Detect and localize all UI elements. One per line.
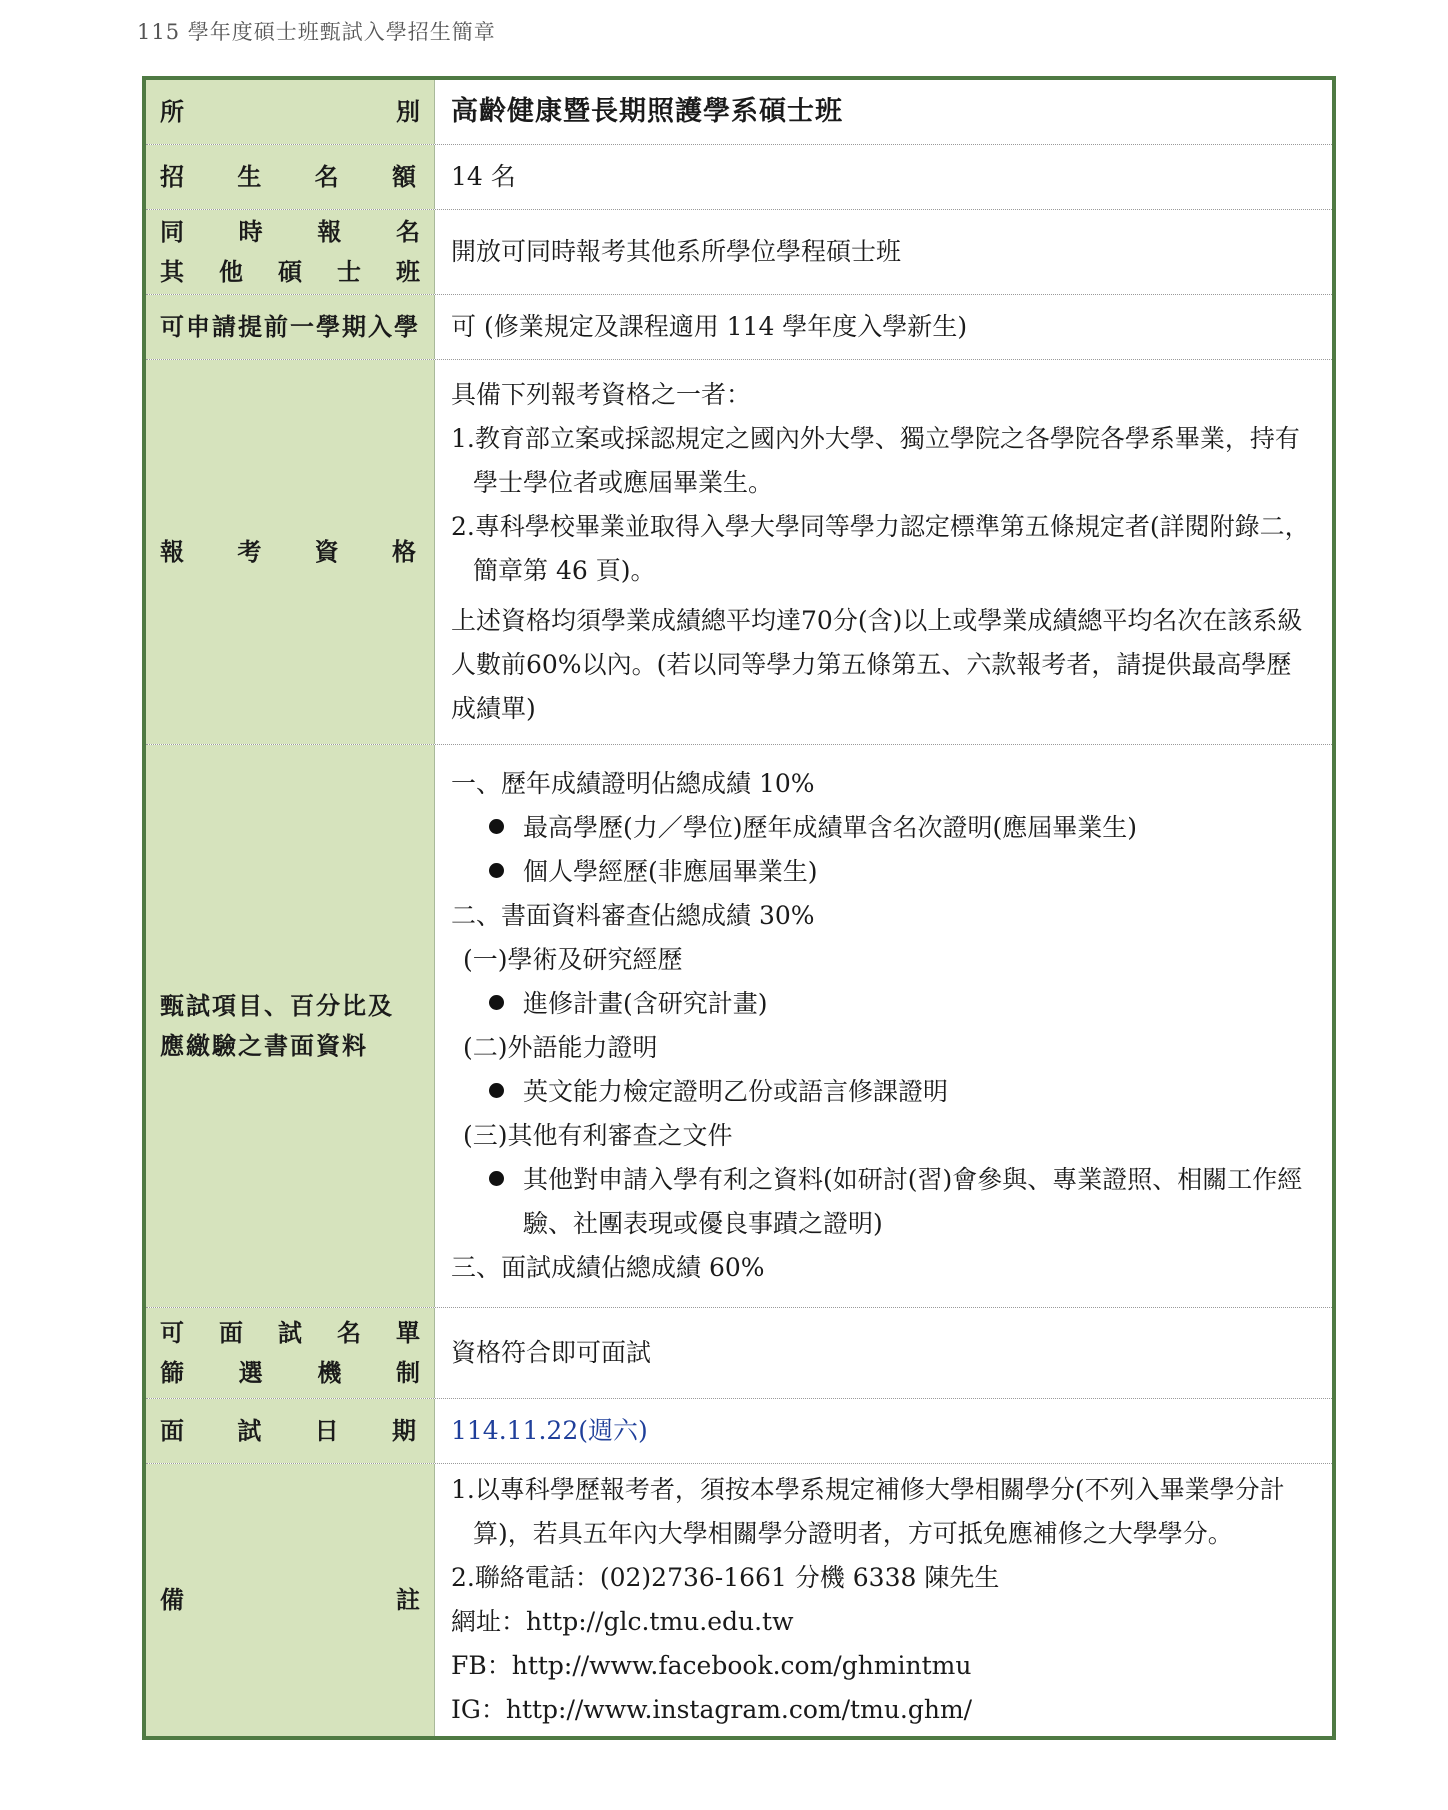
section-transcript: 一、歷年成績證明佔總成績 10% [451, 769, 815, 798]
remark-item-1: 1.以專科學歷報考者，須按本學系規定補修大學相關學分(不列入畢業學分計算)，若具五年內大學相關學分證明者，方可抵免應補修之大學學分。 [451, 1475, 1285, 1548]
row-interview-date [146, 1399, 1332, 1464]
eligibility-note: 上述資格均須學業成績總平均達70分(含)以上或學業成績總平均名次在該系級人數前60%以內。(若以同等學力第五條第五、六款報考者，請提供最高學歷成績單) [451, 606, 1303, 723]
concurrent-value: 開放可同時報考其他系所學位學程碩士班 [451, 237, 902, 266]
label-exam-items: 甄試項目、百分比及 應繳驗之書面資料 [146, 745, 435, 1307]
list-item: 其他對申請入學有利之資料(如研討(習)會參與、專業證照、相關工作經驗、社團表現或優良事蹟之證明) [451, 1158, 1316, 1246]
row-remarks [146, 1464, 1332, 1736]
screening-value: 資格符合即可面試 [451, 1338, 652, 1367]
label-concurrent: 同 時 報 名 其 他 碩 士 班 [146, 210, 435, 294]
label-early-admission: 可申請提前一學期入學 [146, 295, 435, 359]
row-early-admission [146, 295, 1332, 360]
list-item: 最高學歷(力／學位)歷年成績單含名次證明(應屆畢業生) [451, 806, 1316, 850]
row-exam-items [146, 745, 1332, 1308]
row-concurrent [146, 210, 1332, 295]
section-interview: 三、面試成績佔總成績 60% [451, 1253, 765, 1282]
interview-date-value: 114.11.22(週六) [451, 1416, 648, 1445]
instagram-link[interactable]: IG：http://www.instagram.com/tmu.ghm/ [451, 1695, 973, 1724]
section-document-review: 二、書面資料審查佔總成績 30% [451, 901, 815, 930]
label-eligibility: 報 考 資 格 [146, 360, 435, 744]
admission-info-table [142, 76, 1336, 1740]
label-quota: 招 生 名 額 [146, 145, 435, 209]
quota-value: 14 名 [451, 162, 516, 191]
row-quota [146, 145, 1332, 210]
list-item: 英文能力檢定證明乙份或語言修課證明 [451, 1070, 1316, 1114]
list-item: 個人學經歷(非應屆畢業生) [451, 850, 1316, 894]
running-header: 115 學年度碩士班甄試入學招生簡章 [137, 20, 496, 44]
eligibility-item-2: 2.專科學校畢業並取得入學大學同等學力認定標準第五條規定者(詳閱附錄二，簡章第 46 頁)。 [451, 512, 1310, 585]
label-program: 所 別 [146, 80, 435, 144]
list-item: 進修計畫(含研究計畫) [451, 982, 1316, 1026]
row-eligibility [146, 360, 1332, 745]
facebook-link[interactable]: FB：http://www.facebook.com/ghmintmu [451, 1651, 972, 1680]
row-program [146, 80, 1332, 145]
eligibility-intro: 具備下列報考資格之一者： [451, 380, 752, 409]
row-screening [146, 1308, 1332, 1399]
eligibility-item-1: 1.教育部立案或採認規定之國內外大學、獨立學院之各學院各學系畢業，持有學士學位者或應屆畢業生。 [451, 424, 1300, 497]
subsection-academic: (一)學術及研究經歷 [463, 945, 683, 974]
early-admission-value: 可 (修業規定及課程適用 114 學年度入學新生) [451, 312, 968, 341]
label-screening: 可 面 試 名 單 篩 選 機 制 [146, 1308, 435, 1398]
subsection-language: (二)外語能力證明 [463, 1033, 658, 1062]
remark-item-2: 2.聯絡電話：(02)2736-1661 分機 6338 陳先生 [451, 1563, 1000, 1592]
website-link[interactable]: 網址：http://glc.tmu.edu.tw [451, 1607, 794, 1636]
program-name: 高齡健康暨長期照護學系碩士班 [451, 96, 843, 127]
label-remarks: 備 註 [146, 1464, 435, 1736]
label-interview-date: 面 試 日 期 [146, 1399, 435, 1463]
subsection-other: (三)其他有利審查之文件 [463, 1121, 733, 1150]
